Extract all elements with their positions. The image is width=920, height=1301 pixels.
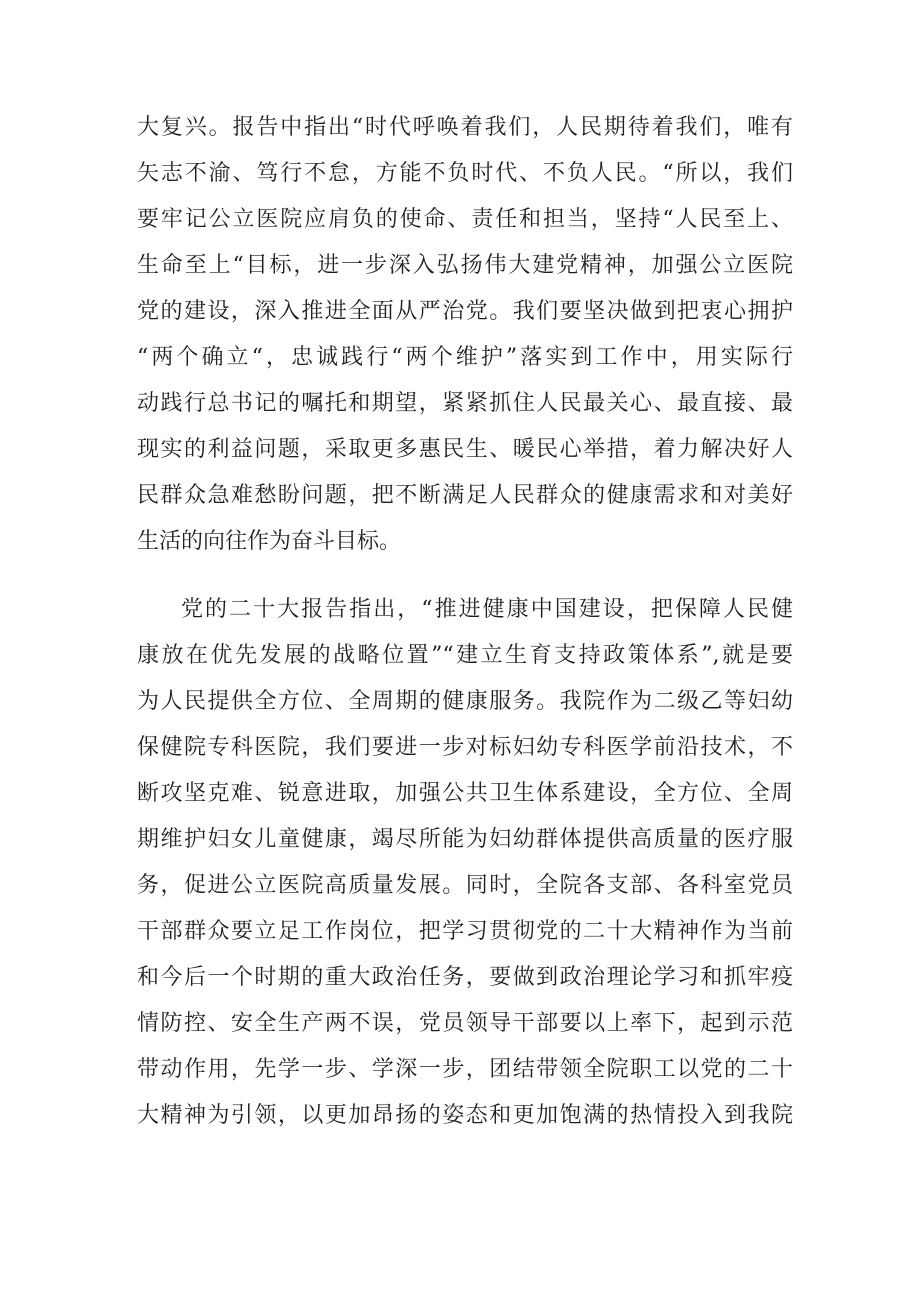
text-line: 康放在优先发展的战略位置”“建立生育支持政策体系”,就是要	[137, 643, 793, 668]
text-line: 干部群众要立足工作岗位，把学习贯彻党的二十大精神作为当前	[137, 919, 793, 944]
text-line: 务，促进公立医院高质量发展。同时，全院各支部、各科室党员	[137, 873, 793, 898]
paragraph-first-line: 党的二十大报告指出，“推进健康中国建设，把保障人民健	[181, 597, 793, 622]
text-line: 党的建设，深入推进全面从严治党。我们要坚决做到把衷心拥护	[137, 299, 793, 324]
text-line: 民群众急难愁盼问题，把不断满足人民群众的健康需求和对美好	[137, 483, 793, 508]
text-line: 矢志不渝、笃行不怠，方能不负时代、不负人民。“所以，我们	[137, 161, 793, 186]
text-line: 期维护妇女儿童健康，竭尽所能为妇幼群体提供高质量的医疗服	[137, 827, 793, 852]
text-line: 大复兴。报告中指出“时代呼唤着我们，人民期待着我们，唯有	[137, 115, 793, 140]
text-line: 为人民提供全方位、全周期的健康服务。我院作为二级乙等妇幼	[137, 689, 793, 714]
text-line: 现实的利益问题，采取更多惠民生、暖民心举措，着力解决好人	[137, 437, 793, 462]
text-line: 断攻坚克难、锐意进取，加强公共卫生体系建设，全方位、全周	[137, 781, 793, 806]
text-line: “两个确立“，忠诚践行“两个维护”落实到工作中，用实际行	[137, 345, 793, 370]
text-line: 和今后一个时期的重大政治任务，要做到政治理论学习和抓牢疫	[137, 965, 793, 990]
text-line: 带动作用，先学一步、学深一步，团结带领全院职工以党的二十	[137, 1057, 793, 1082]
text-line: 动践行总书记的嘱托和期望，紧紧抓住人民最关心、最直接、最	[137, 391, 793, 416]
text-line: 生命至上“目标，进一步深入弘扬伟大建党精神，加强公立医院	[137, 253, 793, 278]
text-line: 情防控、安全生产两不误，党员领导干部要以上率下，起到示范	[137, 1011, 793, 1036]
text-line: 大精神为引领，以更加昂扬的姿态和更加饱满的热情投入到我院	[137, 1103, 793, 1128]
text-line: 保健院专科医院，我们要进一步对标妇幼专科医学前沿技术，不	[137, 735, 793, 760]
text-line: 要牢记公立医院应肩负的使命、责任和担当，坚持“人民至上、	[137, 207, 793, 232]
text-line: 生活的向往作为奋斗目标。	[137, 529, 402, 554]
